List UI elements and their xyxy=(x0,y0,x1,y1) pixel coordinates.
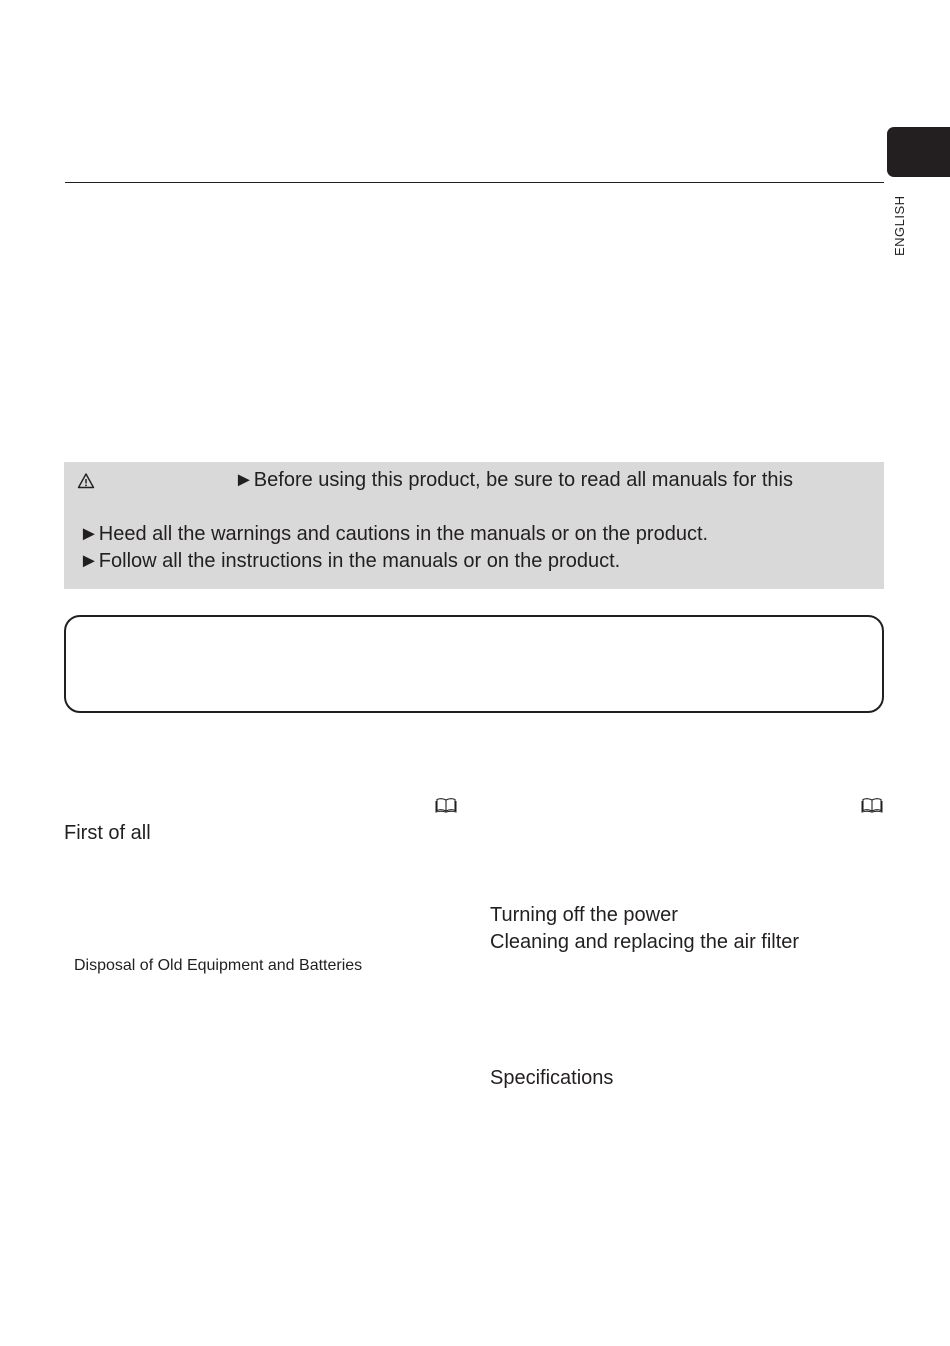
toc-air-filter[interactable]: Cleaning and replacing the air filter xyxy=(490,931,800,953)
warning-line-read-manuals: ►Before using this product, be sure to read all manuals for this xyxy=(234,469,793,491)
toc-turning-off-power[interactable]: Turning off the power xyxy=(490,904,678,926)
warning-line-follow-instructions: ►Follow all the instructions in the manuals or on the product. xyxy=(79,550,621,572)
warning-box xyxy=(64,462,884,589)
warning-triangle-icon xyxy=(77,472,95,490)
notice-box xyxy=(64,615,884,713)
language-label: ENGLISH xyxy=(892,195,907,256)
toc-disposal[interactable]: Disposal of Old Equipment and Batteries xyxy=(74,957,363,974)
toc-specifications[interactable]: Specifications xyxy=(490,1067,614,1089)
header-rule xyxy=(65,182,884,183)
language-tab xyxy=(887,127,950,177)
warning-line-heed-warnings: ►Heed all the warnings and cautions in the manuals or on the product. xyxy=(79,523,709,545)
toc-first-of-all[interactable]: First of all xyxy=(64,822,151,844)
book-icon xyxy=(435,797,457,813)
book-icon xyxy=(861,797,883,813)
